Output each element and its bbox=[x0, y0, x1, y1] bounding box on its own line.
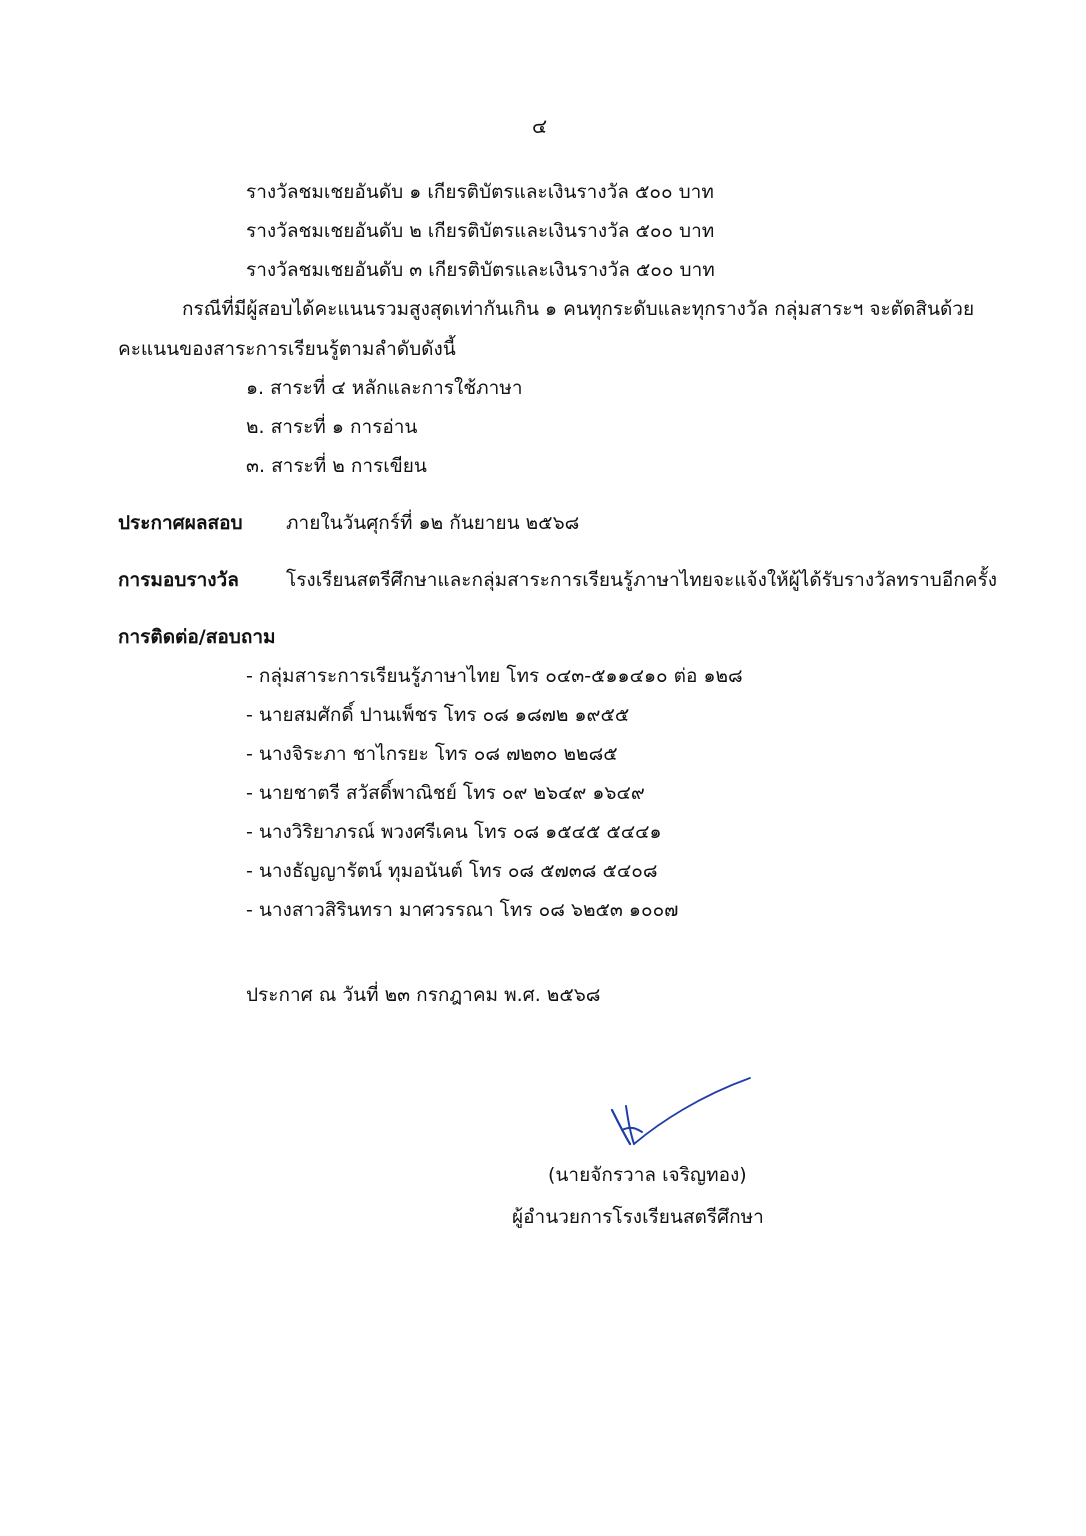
contact-item: - นายสมศักดิ์ ปานเพ็ชร โทร ๐๘ ๑๘๗๒ ๑๙๕๕ bbox=[246, 704, 630, 726]
signature-mark bbox=[600, 1072, 760, 1152]
results-value: ภายในวันศุกร์ที่ ๑๒ กันยายน ๒๕๖๘ bbox=[286, 512, 580, 534]
contact-item: - นางวิริยาภรณ์ พวงศรีเคน โทร ๐๘ ๑๕๔๕ ๕๔๔๑ bbox=[246, 821, 662, 843]
order-item-1: ๑. สาระที่ ๔ หลักและการใช้ภาษา bbox=[246, 377, 523, 399]
page-number: ๔ bbox=[532, 114, 548, 138]
award-value: โรงเรียนสตรีศึกษาและกลุ่มสาระการเรียนรู้ภาษาไทยจะแจ้งให้ผู้ได้รับรางวัลทราบอีกครั้ง bbox=[286, 569, 997, 591]
prize-line-1: รางวัลชมเชยอันดับ ๑ เกียรติบัตรและเงินรางวัล ๕๐๐ บาท bbox=[246, 181, 714, 203]
signer-name: (นายจักรวาล เจริญทอง) bbox=[548, 1164, 747, 1186]
contact-label: การติดต่อ/สอบถาม bbox=[118, 626, 276, 648]
contact-item: - นางสาวสิรินทรา มาศวรรณา โทร ๐๘ ๖๒๕๓ ๑๐๐๗ bbox=[246, 899, 679, 921]
order-item-2: ๒. สาระที่ ๑ การอ่าน bbox=[246, 416, 418, 438]
prize-line-3: รางวัลชมเชยอันดับ ๓ เกียรติบัตรและเงินรางวัล ๕๐๐ บาท bbox=[246, 259, 715, 281]
signer-title: ผู้อำนวยการโรงเรียนสตรีศึกษา bbox=[512, 1206, 764, 1228]
order-item-3: ๓. สาระที่ ๒ การเขียน bbox=[246, 455, 427, 477]
tie-paragraph-line-1: กรณีที่มีผู้สอบได้คะแนนรวมสูงสุดเท่ากันเกิน ๑ คนทุกระดับและทุกรางวัล กลุ่มสาระฯ จะตัดสินด้วย bbox=[182, 298, 975, 320]
award-label: การมอบรางวัล bbox=[118, 569, 239, 591]
announcement-date: ประกาศ ณ วันที่ ๒๓ กรกฎาคม พ.ศ. ๒๕๖๘ bbox=[246, 984, 601, 1006]
contact-item: - นางธัญญารัตน์ ทุมอนันต์ โทร ๐๘ ๕๗๓๘ ๕๔๐๘ bbox=[246, 860, 658, 882]
contact-item: - กลุ่มสาระการเรียนรู้ภาษาไทย โทร ๐๔๓-๕๑๑๔๑๐ ต่อ ๑๒๘ bbox=[246, 665, 743, 687]
prize-line-2: รางวัลชมเชยอันดับ ๒ เกียรติบัตรและเงินรางวัล ๕๐๐ บาท bbox=[246, 220, 715, 242]
contact-item: - นางจิระภา ชาไกรยะ โทร ๐๘ ๗๒๓๐ ๒๒๘๕ bbox=[246, 743, 618, 765]
contact-item: - นายชาตรี สวัสดิ์พาณิชย์ โทร ๐๙ ๒๖๔๙ ๑๖๔๙ bbox=[246, 782, 645, 804]
tie-paragraph-line-2: คะแนนของสาระการเรียนรู้ตามลำดับดังนี้ bbox=[118, 338, 456, 360]
results-label: ประกาศผลสอบ bbox=[118, 512, 243, 534]
